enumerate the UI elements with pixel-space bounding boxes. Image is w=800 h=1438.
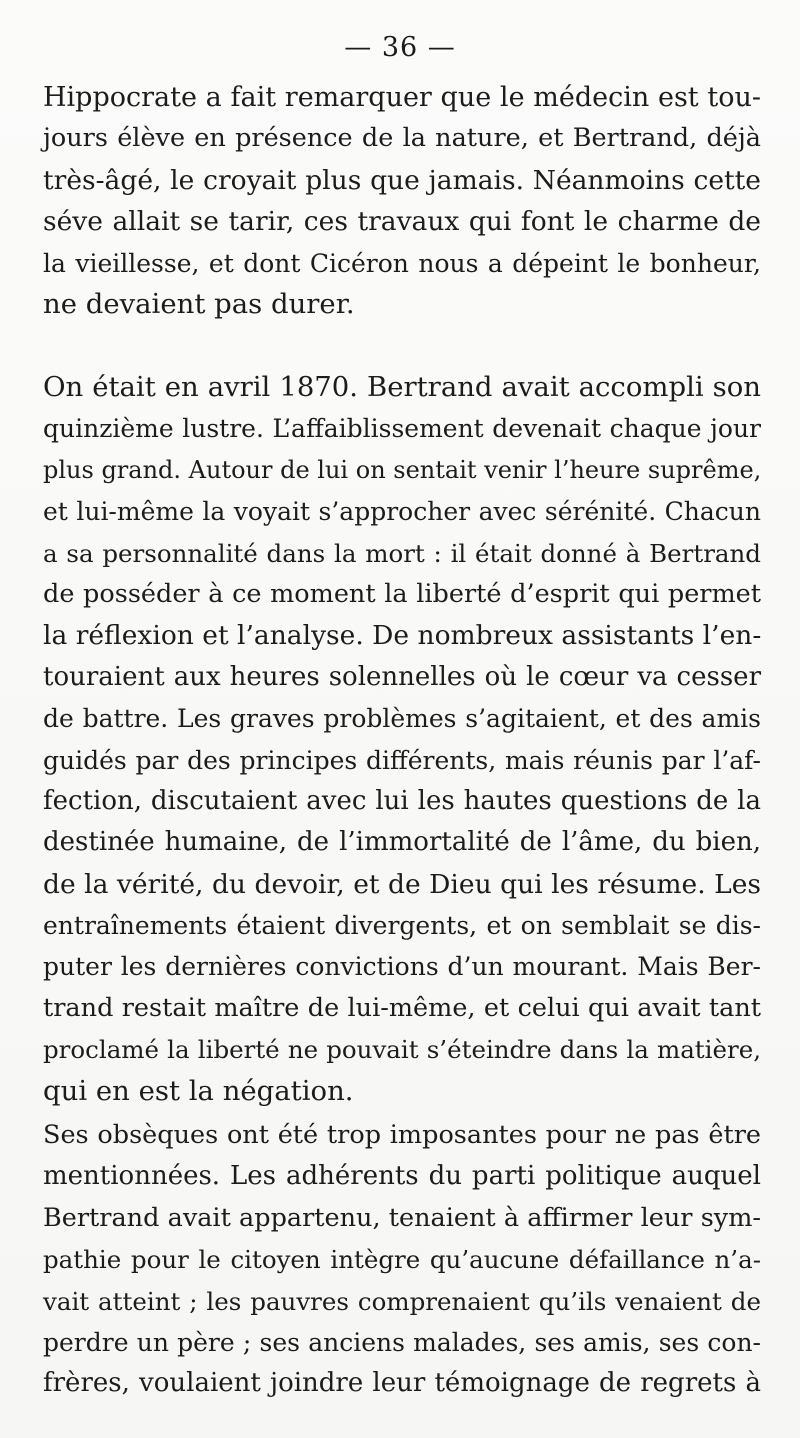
paragraph-2 [43,367,761,1112]
text-line: proclamé la liberté ne pouvait s’éteindre dans la matière, [43,1035,761,1065]
text-line: mentionnées. Les adhérents du parti politique auquel [43,1161,761,1192]
text-line: plus grand. Autour de lui on sentait venir l’heure suprême, [43,455,762,484]
text-line: ne devaient pas durer. [43,287,355,320]
text-line: frères, voulaient joindre leur témoignage de regrets à [43,1368,761,1399]
text-line: touraient aux heures solennelles où le cœur va cesser [43,661,761,692]
text-line: et lui-même la voyait s’approcher avec sérénité. Chacun [43,497,761,527]
text-line: On était en avril 1870. Bertrand avait accompli son [43,371,761,403]
text-line: de posséder à ce moment la liberté d’esprit qui permet [43,578,761,609]
text-line: fection, discutaient avec lui les hautes questions de la [43,785,761,816]
text-line: puter les dernières convictions d’un mourant. Mais Ber- [43,952,761,982]
text-line: très-âgé, le croyait plus que jamais. Néanmoins cette [43,164,761,196]
text-line: quinzième lustre. L’affaiblissement devenait chaque jour [43,414,761,444]
text-line: Ses obsèques ont été trop imposantes pour ne pas être [43,1120,761,1150]
text-line: de la vérité, du devoir, et de Dieu qui les résume. Les [43,868,761,900]
page-number: — 36 — [344,32,456,63]
text-line: de battre. Les graves problèmes s’agitaient, et des amis [43,704,761,734]
paragraph-1 [43,77,761,325]
text-line: perdre un père ; ses anciens malades, ses amis, ses con- [43,1327,761,1357]
text-line: a sa personnalité dans la mort : il était donné à Bertrand [43,538,761,568]
text-line: destinée humaine, de l’immortalité de l’âme, du bien, [43,827,761,858]
text-line: guidés par des principes différents, mais réunis par l’af- [43,745,761,775]
text-line: Hippocrate a fait remarquer que le médecin est tou- [43,82,761,113]
text-line: séve allait se tarir, ces travaux qui font le charme de [43,206,761,238]
text-line: jours élève en présence de la nature, et Bertrand, déjà [43,123,761,154]
text-line: entraînements étaient divergents, et on semblait se dis- [43,911,761,941]
text-line: vait atteint ; les pauvres comprenaient qu’ils venaient de [43,1286,761,1316]
text-line: la réflexion et l’analyse. De nombreux assistants l’en- [43,620,762,652]
paragraph-3 [43,1115,761,1405]
text-line: Bertrand avait appartenu, tenaient à affirmer leur sym- [43,1202,761,1233]
text-line: la vieillesse, et dont Cicéron nous a dépeint le bonheur, [43,248,761,278]
text-line: qui en est la négation. [43,1074,354,1107]
text-line: pathie pour le citoyen intègre qu’aucune défaillance n’a- [43,1245,761,1275]
text-line: trand restait maître de lui-même, et celui qui avait tant [43,992,761,1023]
